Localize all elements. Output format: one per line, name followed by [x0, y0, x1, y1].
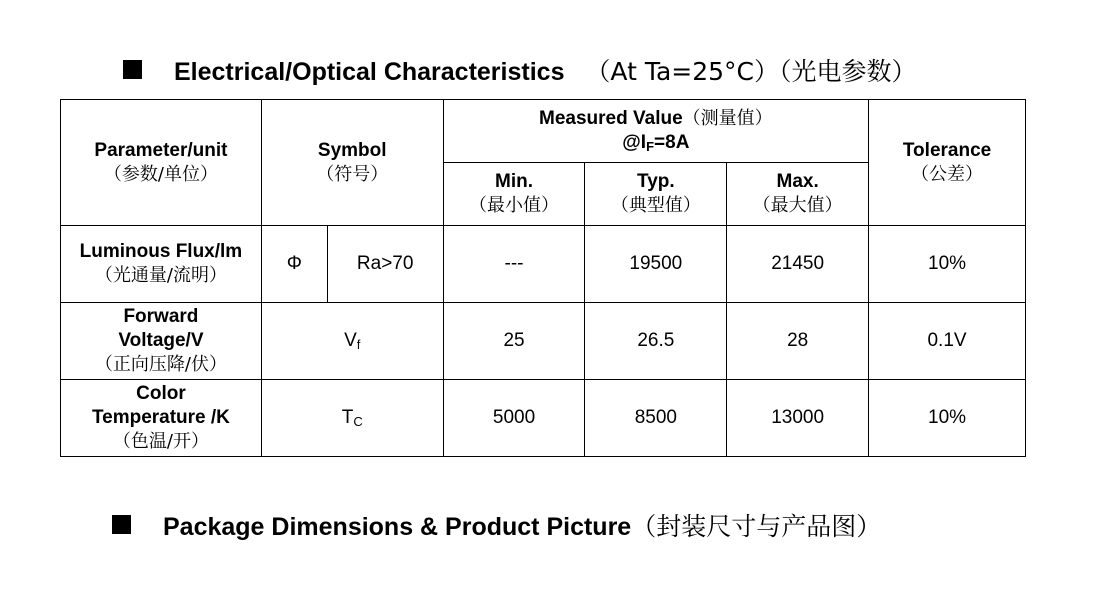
header-symbol: Symbol （符号）	[261, 100, 443, 226]
row-typ: 19500	[585, 226, 727, 303]
row-parameter: Luminous Flux/lm （光通量/流明）	[61, 226, 262, 303]
row-tolerance: 10%	[869, 380, 1026, 457]
row-min: 5000	[443, 380, 585, 457]
section-title: Electrical/Optical Characteristics	[174, 58, 565, 86]
row-symbol: Φ	[261, 226, 327, 303]
row-symbol: $V_f$	[261, 303, 443, 380]
section-title: Package Dimensions & Product Picture	[163, 513, 632, 541]
row-tolerance: 10%	[869, 226, 1026, 303]
row-max: 28	[727, 303, 869, 380]
row-parameter: Forward Voltage/V （正向压降/伏）	[61, 303, 262, 380]
header-measured-value: Measured Value（测量值） $@I_F=8A$	[443, 100, 868, 163]
table-row	[61, 303, 1026, 380]
row-symbol: $T_C$	[261, 380, 443, 457]
row-max: 21450	[727, 226, 869, 303]
section-title-cn: （光电参数）	[779, 57, 917, 86]
row-typ: 8500	[585, 380, 727, 457]
square-bullet-icon	[123, 60, 142, 79]
row-tolerance: 0.1V	[869, 303, 1026, 380]
section-heading-package	[0, 507, 1100, 543]
header-tolerance: Tolerance （公差）	[869, 100, 1026, 226]
table-row	[61, 380, 1026, 457]
square-bullet-icon	[112, 515, 131, 534]
section-heading-electrical	[0, 52, 1100, 88]
header-typ: Typ. （典型值）	[585, 163, 727, 226]
characteristics-table	[60, 99, 1026, 457]
header-test-condition: $@I_F=8A$	[622, 132, 690, 154]
row-symbol-note: Ra>70	[327, 226, 443, 303]
section-condition: （At Ta=25°C）	[585, 57, 780, 86]
row-parameter: Color Temperature /K （色温/开）	[61, 380, 262, 457]
header-row	[61, 100, 1026, 163]
row-max: 13000	[727, 380, 869, 457]
header-max: Max. （最大值）	[727, 163, 869, 226]
section-title-cn: （封装尺寸与产品图）	[631, 512, 882, 541]
row-min: 25	[443, 303, 585, 380]
header-min: Min. （最小值）	[443, 163, 585, 226]
row-min: ---	[443, 226, 585, 303]
row-typ: 26.5	[585, 303, 727, 380]
table-row	[61, 226, 1026, 303]
header-parameter: Parameter/unit （参数/单位）	[61, 100, 262, 226]
